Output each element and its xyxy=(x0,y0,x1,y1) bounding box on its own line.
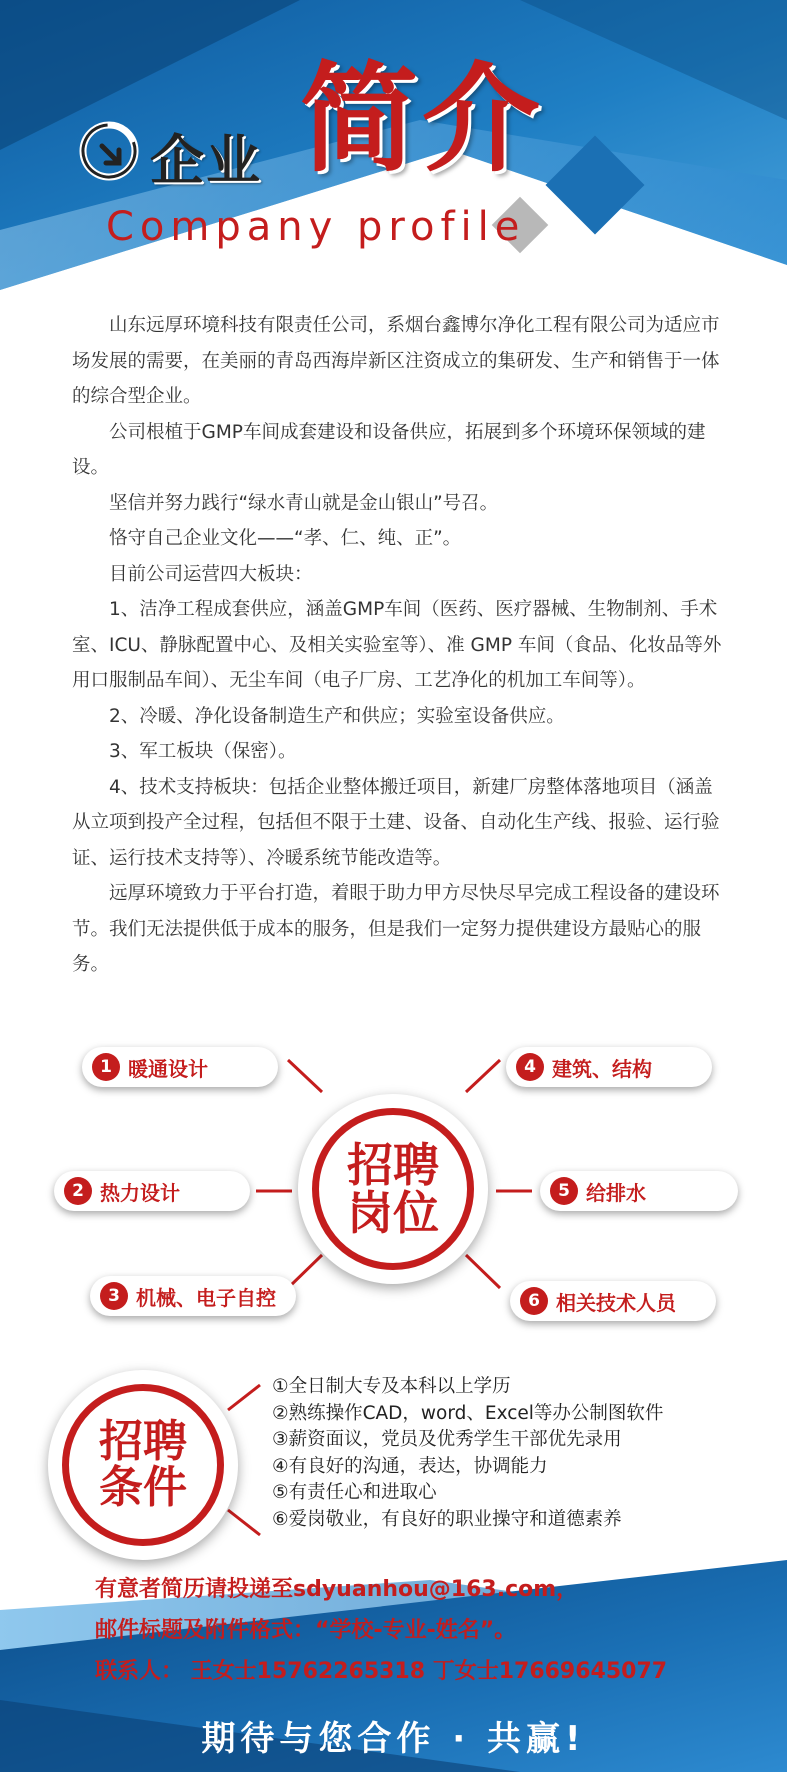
contact-person-line: 联系人： 王女士15762265318 丁女士17669645077 xyxy=(95,1659,668,1684)
position-number: 2 xyxy=(64,1177,92,1205)
position-item xyxy=(82,1047,278,1087)
conditions-title-line2: 条件 xyxy=(99,1462,187,1513)
position-number: 3 xyxy=(100,1282,128,1310)
intro-paragraph: 山东远厚环境科技有限责任公司，系烟台鑫博尔净化工程有限公司为适应市场发展的需要，在美丽的青岛西海岸新区注资成立的集研发、生产和销售于一体的综合型企业。 xyxy=(72,315,720,407)
condition-item: ⑤有责任心和进取心 xyxy=(272,1482,437,1503)
position-number: 1 xyxy=(92,1053,120,1081)
position-item xyxy=(506,1047,712,1087)
header-title-small: 企业 xyxy=(150,129,262,192)
position-label: 机械、电子自控 xyxy=(136,1285,276,1310)
intro-paragraph: 4、技术支持板块：包括企业整体搬迁项目，新建厂房整体落地项目（涵盖从立项到投产全过程，包括但不限于土建、设备、自动化生产线、报验、运行验证、运行技术支持等）、冷暖系统节能改造等。 xyxy=(72,776,720,869)
positions-badge xyxy=(298,1094,488,1284)
condition-item: ⑥爱岗敬业，有良好的职业操守和道德素养 xyxy=(272,1508,622,1530)
positions-title-line2: 岗位 xyxy=(347,1186,439,1240)
positions-badge-ring xyxy=(312,1108,474,1270)
conditions-badge-ring xyxy=(62,1384,224,1546)
intro-paragraph: 目前公司运营四大板块： xyxy=(109,563,313,585)
intro-paragraph: 远厚环境致力于平台打造，着眼于助力甲方尽快尽早完成工程设备的建设环节。我们无法提供低于成本的服务，但是我们一定努力提供建设方最贴心的服务。 xyxy=(72,883,720,975)
intro-paragraph: 3、军工板块（保密）。 xyxy=(109,741,297,762)
position-item xyxy=(540,1171,738,1211)
company-intro xyxy=(72,308,722,983)
conditions-badge xyxy=(48,1370,238,1560)
footer-slogan: 期待与您合作 · 共赢! xyxy=(201,1719,586,1759)
contact-email-line: 有意者简历请投递至sdyuanhou@163.com， xyxy=(95,1577,579,1602)
position-number: 5 xyxy=(550,1177,578,1205)
intro-paragraph: 坚信并努力践行“绿水青山就是金山银山”号召。 xyxy=(109,492,499,514)
conditions-title-line1: 招聘 xyxy=(99,1415,187,1467)
contact-format-line: 邮件标题及附件格式：“学校-专业-姓名”。 xyxy=(95,1618,517,1643)
intro-paragraph: 公司根植于GMP车间成套建设和设备供应，拓展到多个环境环保领域的建设。 xyxy=(72,421,706,478)
position-label: 暖通设计 xyxy=(128,1056,208,1081)
position-number: 6 xyxy=(520,1287,548,1315)
position-item xyxy=(90,1276,296,1316)
position-label: 给排水 xyxy=(586,1180,646,1205)
intro-paragraph: 1、洁净工程成套供应，涵盖GMP车间（医药、医疗器械、生物制剂、手术室、ICU、静脉配置中心、及相关实验室等）、准 GMP 车间（食品、化妆品等外用口服制品车间）、无尘车间（电子厂房、工艺净化的机加工车间等）。 xyxy=(72,599,722,691)
position-label: 建筑、结构 xyxy=(552,1056,652,1081)
arrow-circle-icon xyxy=(78,120,140,182)
position-item xyxy=(54,1171,250,1211)
intro-paragraph: 恪守自己企业文化——“孝、仁、纯、正”。 xyxy=(109,528,462,549)
condition-item: ④有良好的沟通，表达，协调能力 xyxy=(272,1455,548,1477)
positions-title-line1: 招聘 xyxy=(347,1137,439,1192)
position-item xyxy=(510,1281,716,1321)
condition-item: ③薪资面议，党员及优秀学生干部优先录用 xyxy=(272,1429,622,1450)
condition-item: ①全日制大专及本科以上学历 xyxy=(272,1376,511,1397)
position-label: 热力设计 xyxy=(100,1180,180,1205)
position-number: 4 xyxy=(516,1053,544,1081)
condition-item: ②熟练操作CAD，word、Excel等办公制图软件 xyxy=(272,1402,664,1424)
header-title-english: Company profile xyxy=(106,204,526,250)
intro-paragraph: 2、冷暖、净化设备制造生产和供应；实验室设备供应。 xyxy=(109,705,565,727)
position-label: 相关技术人员 xyxy=(556,1290,676,1315)
header-title-big: 简介 xyxy=(300,50,545,188)
conditions-list xyxy=(272,1374,663,1533)
